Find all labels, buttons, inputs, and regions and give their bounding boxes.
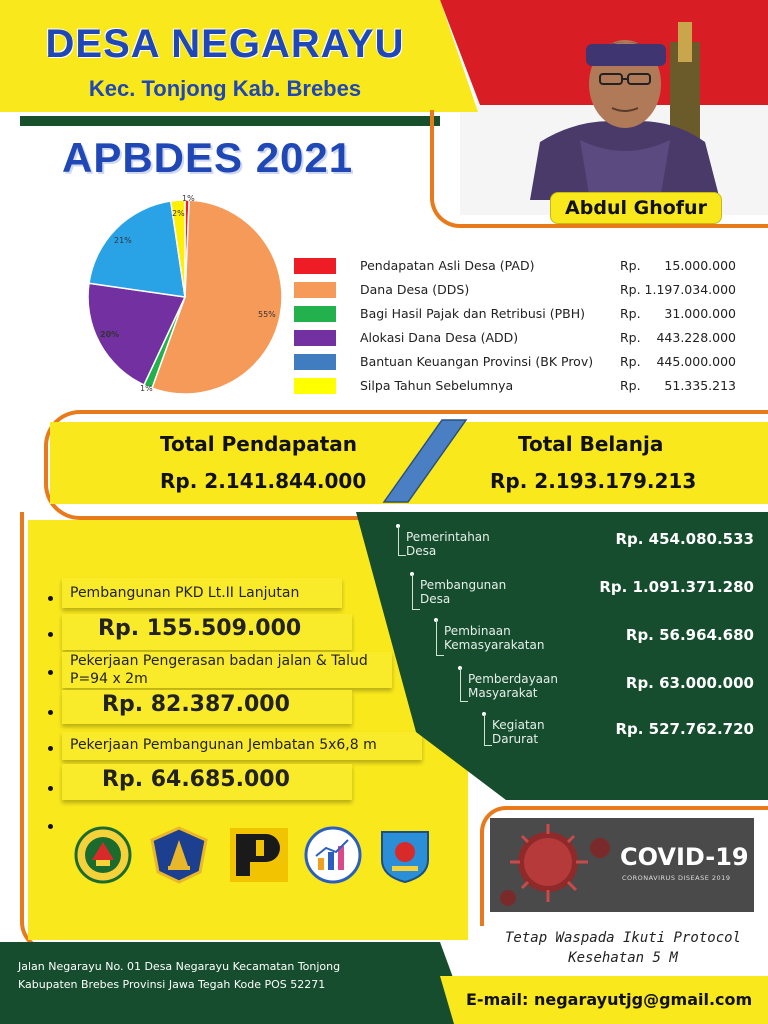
legend-amount: 51.335.213 xyxy=(664,378,736,393)
legend-row xyxy=(294,328,754,352)
covid-message-line2: Kesehatan 5 M xyxy=(568,950,678,966)
expense-5-label: Kegiatan Darurat xyxy=(492,718,545,746)
totals-divider-icon xyxy=(380,414,470,506)
bullet-5 xyxy=(48,746,53,751)
pie-label-silpa: 2% xyxy=(172,209,185,218)
legend-row xyxy=(294,352,754,376)
legend-label: Silpa Tahun Sebelumnya xyxy=(360,378,514,393)
legend-currency: Rp. xyxy=(620,258,641,273)
bullet-4 xyxy=(48,710,53,715)
report-title: APBDES 2021 xyxy=(62,134,354,181)
bullet-1 xyxy=(48,596,53,601)
project-3-label: Pekerjaan Pembangunan Jembatan 5x6,8 m xyxy=(70,737,377,753)
legend-swatch xyxy=(294,378,336,394)
expense-4-connector xyxy=(460,668,468,702)
legend-amount: 31.000.000 xyxy=(664,306,736,321)
address-line-1: Jalan Negarayu No. 01 Desa Negarayu Kecamatan Tonjong xyxy=(18,960,341,973)
legend-swatch xyxy=(294,306,336,322)
person-portrait-icon xyxy=(520,22,730,200)
legend-currency: Rp. xyxy=(620,282,641,297)
district-subtitle: Kec. Tonjong Kab. Brebes xyxy=(88,76,362,101)
total-income-value: Rp. 2.141.844.000 xyxy=(160,469,367,493)
project-2-value: Rp. 82.387.000 xyxy=(102,692,290,717)
legend-swatch xyxy=(294,330,336,346)
pie-label-dds: 55% xyxy=(258,310,276,319)
pie-label-pbh: 1% xyxy=(140,384,153,393)
kemendes-logo-icon xyxy=(72,826,134,884)
portrait-photo xyxy=(520,22,730,200)
total-expense-value: Rp. 2.193.179.213 xyxy=(490,469,697,493)
legend-amount: 443.228.000 xyxy=(656,330,736,345)
bullet-3 xyxy=(48,670,53,675)
legend-label: Bagi Hasil Pajak dan Retribusi (PBH) xyxy=(360,306,585,321)
email-contact[interactable]: E-mail: negarayutjg@gmail.com xyxy=(466,990,753,1009)
expense-5-value: Rp. 527.762.720 xyxy=(615,720,754,738)
kemenkeu-logo-icon xyxy=(148,826,210,884)
legend-row xyxy=(294,304,754,328)
legend-row xyxy=(294,256,754,280)
expense-5-connector xyxy=(484,714,492,746)
legend-amount: 1.197.034.000 xyxy=(644,282,736,297)
income-legend xyxy=(294,256,754,400)
brebes-logo-icon xyxy=(374,826,436,884)
pie-chart-svg xyxy=(80,190,300,400)
expense-4-value: Rp. 63.000.000 xyxy=(625,674,754,692)
legend-label: Dana Desa (DDS) xyxy=(360,282,470,297)
project-2-label: Pekerjaan Pengerasan badan jalan & Talud P=94 x 2m xyxy=(70,653,368,687)
pie-label-pad: 1% xyxy=(182,194,195,203)
total-income-label: Total Pendapatan xyxy=(160,432,357,456)
pie-label-bkprov: 21% xyxy=(114,236,132,245)
legend-swatch xyxy=(294,354,336,370)
pupr-logo-icon xyxy=(228,826,290,884)
project-1-label: Pembangunan PKD Lt.II Lanjutan xyxy=(70,585,300,601)
person-name-label: Abdul Ghofur xyxy=(550,192,722,224)
pie-label-add: 20% xyxy=(100,330,120,339)
expense-3-connector xyxy=(436,620,444,656)
legend-label: Bantuan Keuangan Provinsi (BK Prov) xyxy=(360,354,594,369)
legend-currency: Rp. xyxy=(620,306,641,321)
address-line-2: Kabupaten Brebes Provinsi Jawa Tegah Kode POS 52271 xyxy=(18,978,326,991)
expense-1-label: Pemerintahan Desa xyxy=(406,530,490,558)
expense-1-value: Rp. 454.080.533 xyxy=(615,530,754,548)
expense-2-value: Rp. 1.091.371.280 xyxy=(599,578,754,596)
legend-label: Pendapatan Asli Desa (PAD) xyxy=(360,258,535,273)
expense-3-value: Rp. 56.964.680 xyxy=(625,626,754,644)
legend-row xyxy=(294,376,754,400)
expense-3-label: Pembinaan Kemasyarakatan xyxy=(444,624,545,652)
pie-slice-4 xyxy=(89,201,185,297)
legend-currency: Rp. xyxy=(620,354,641,369)
income-pie-chart xyxy=(80,190,300,400)
legend-currency: Rp. xyxy=(620,378,641,393)
project-3-value: Rp. 64.685.000 xyxy=(102,767,290,792)
covid-message xyxy=(498,928,748,968)
legend-row xyxy=(294,280,754,304)
covid-subtitle: CORONAVIRUS DISEASE 2019 xyxy=(622,874,731,882)
expense-2-connector xyxy=(412,574,420,610)
bullet-6 xyxy=(48,786,53,791)
expense-1-connector xyxy=(398,526,406,556)
bullet-2 xyxy=(48,632,53,637)
total-expense-label: Total Belanja xyxy=(518,432,664,456)
green-divider xyxy=(20,116,440,126)
bullet-7 xyxy=(48,824,53,829)
legend-swatch xyxy=(294,258,336,274)
legend-amount: 445.000.000 xyxy=(656,354,736,369)
covid-message-line1: Tetap Waspada Ikuti Protocol xyxy=(504,930,741,946)
expense-4-label: Pemberdayaan Masyarakat xyxy=(468,672,558,700)
legend-label: Alokasi Dana Desa (ADD) xyxy=(360,330,519,345)
legend-swatch xyxy=(294,282,336,298)
legend-amount: 15.000.000 xyxy=(664,258,736,273)
project-1-value: Rp. 155.509.000 xyxy=(98,616,302,641)
covid-title: COVID-19 xyxy=(620,843,749,871)
legend-currency: Rp. xyxy=(620,330,641,345)
expense-2-label: Pembangunan Desa xyxy=(420,578,507,606)
village-title: DESA NEGARAYU xyxy=(45,22,405,66)
analytics-logo-icon xyxy=(302,826,364,884)
